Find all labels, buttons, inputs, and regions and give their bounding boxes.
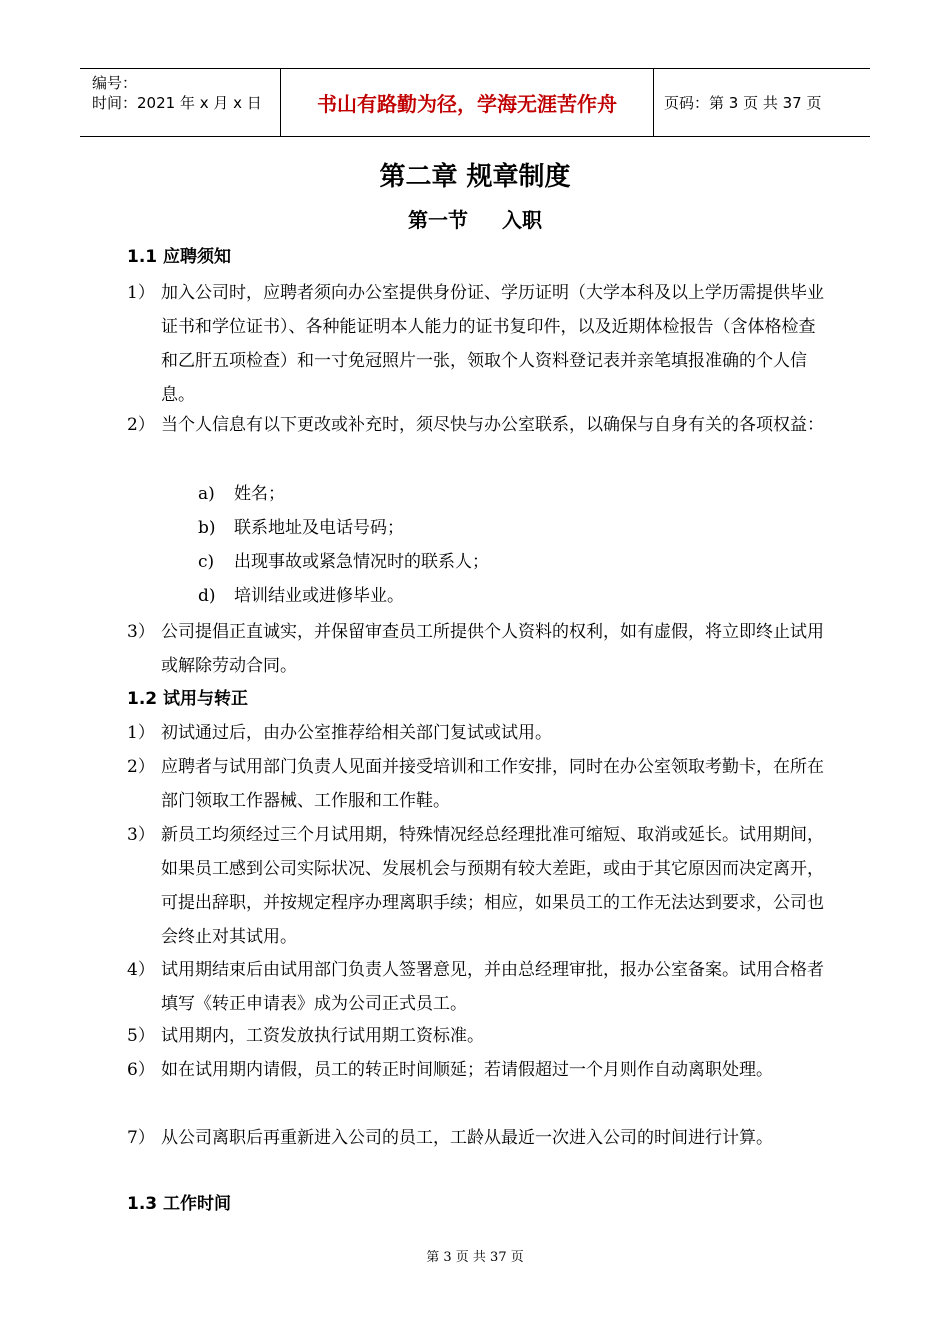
item-number: 2） (127, 757, 155, 777)
sub-item-letter: d) (198, 586, 216, 606)
section-name: 入职 (502, 208, 542, 232)
item-text: 初试通过后，由办公室推荐给相关部门复试或试用。 (161, 723, 552, 743)
item-text: 试用期结束后由试用部门负责人签署意见，并由总经理审批，报办公室备案。试用合格者填写《转正申请表》成为公司正式员工。 (161, 960, 824, 1014)
number-label: 编号： (92, 74, 138, 92)
page-info: 页码：第 3 页 共 37 页 (664, 94, 822, 112)
item-text: 试用期内，工资发放执行试用期工资标准。 (161, 1026, 484, 1046)
chapter-title: 第二章 规章制度 (379, 162, 571, 192)
item-text: 公司提倡正直诚实，并保留审查员工所提供个人资料的权利，如有虚假，将立即终止试用或解除劳动合同。 (161, 622, 824, 676)
page-header (80, 68, 870, 137)
subsection-heading: 1.1 应聘须知 (127, 247, 232, 267)
sub-item-letter: c) (198, 552, 215, 572)
item-number: 7） (127, 1128, 155, 1148)
list-item (127, 408, 827, 442)
motto: 书山有路勤为径，学海无涯苦作舟 (281, 69, 654, 136)
sub-item-letter: b) (198, 518, 216, 538)
list-item (127, 615, 827, 683)
list-item (127, 1121, 827, 1155)
item-number: 5） (127, 1026, 155, 1046)
item-number: 2） (127, 415, 155, 435)
section-title (0, 206, 950, 234)
item-text: 如在试用期内请假，员工的转正时间顺延；若请假超过一个月则作自动离职处理。 (161, 1060, 773, 1080)
item-number: 3） (127, 622, 155, 642)
item-text: 当个人信息有以下更改或补充时，须尽快与办公室联系，以确保与自身有关的各项权益： (161, 415, 824, 435)
sub-list-item (198, 584, 404, 608)
sub-item-text: 姓名； (234, 484, 285, 504)
item-text: 加入公司时，应聘者须向办公室提供身份证、学历证明（大学本科及以上学历需提供毕业证书和学位证书）、各种能证明本人能力的证书复印件，以及近期体检报告（含体格检查和乙肝五项检查）和一寸免冠照片一张，领取个人资料登记表并亲笔填报准确的个人信息。 (161, 283, 824, 405)
item-text: 新员工均须经过三个月试用期，特殊情况经总经理批准可缩短、取消或延长。试用期间，如果员工感到公司实际状况、发展机会与预期有较大差距，或由于其它原因而决定离开，可提出辞职，并按规定程序办理离职手续；相应，如果员工的工作无法达到要求，公司也会终止对其试用。 (161, 825, 824, 947)
sub-item-letter: a) (198, 484, 215, 504)
list-item (127, 1053, 827, 1087)
sub-item-text: 出现事故或紧急情况时的联系人； (234, 552, 489, 572)
sub-list-item (198, 482, 285, 506)
item-number: 3） (127, 825, 155, 845)
item-number: 1） (127, 723, 155, 743)
item-text: 应聘者与试用部门负责人见面并接受培训和工作安排，同时在办公室领取考勤卡，在所在部门领取工作器械、工作服和工作鞋。 (161, 757, 824, 811)
list-item (127, 716, 827, 750)
subsection-heading: 1.2 试用与转正 (127, 689, 249, 709)
list-item (127, 818, 827, 954)
section-label: 第一节 (408, 208, 468, 232)
list-item (127, 750, 827, 818)
sub-item-text: 联系地址及电话号码； (234, 518, 404, 538)
list-item (127, 953, 827, 1021)
item-number: 6） (127, 1060, 155, 1080)
list-item (127, 276, 827, 412)
sub-item-text: 培训结业或进修毕业。 (234, 586, 404, 606)
item-number: 1） (127, 283, 155, 303)
sub-list-item (198, 550, 489, 574)
header-left-cell (80, 69, 281, 136)
time-label: 时间：2021 年 x 月 x 日 (92, 94, 262, 112)
subsection-heading: 1.3 工作时间 (127, 1194, 232, 1214)
item-text: 从公司离职后再重新进入公司的员工，工龄从最近一次进入公司的时间进行计算。 (161, 1128, 773, 1148)
item-number: 4） (127, 960, 155, 980)
list-item (127, 1019, 827, 1053)
page-footer: 第 3 页 共 37 页 (426, 1250, 524, 1265)
sub-list-item (198, 516, 404, 540)
